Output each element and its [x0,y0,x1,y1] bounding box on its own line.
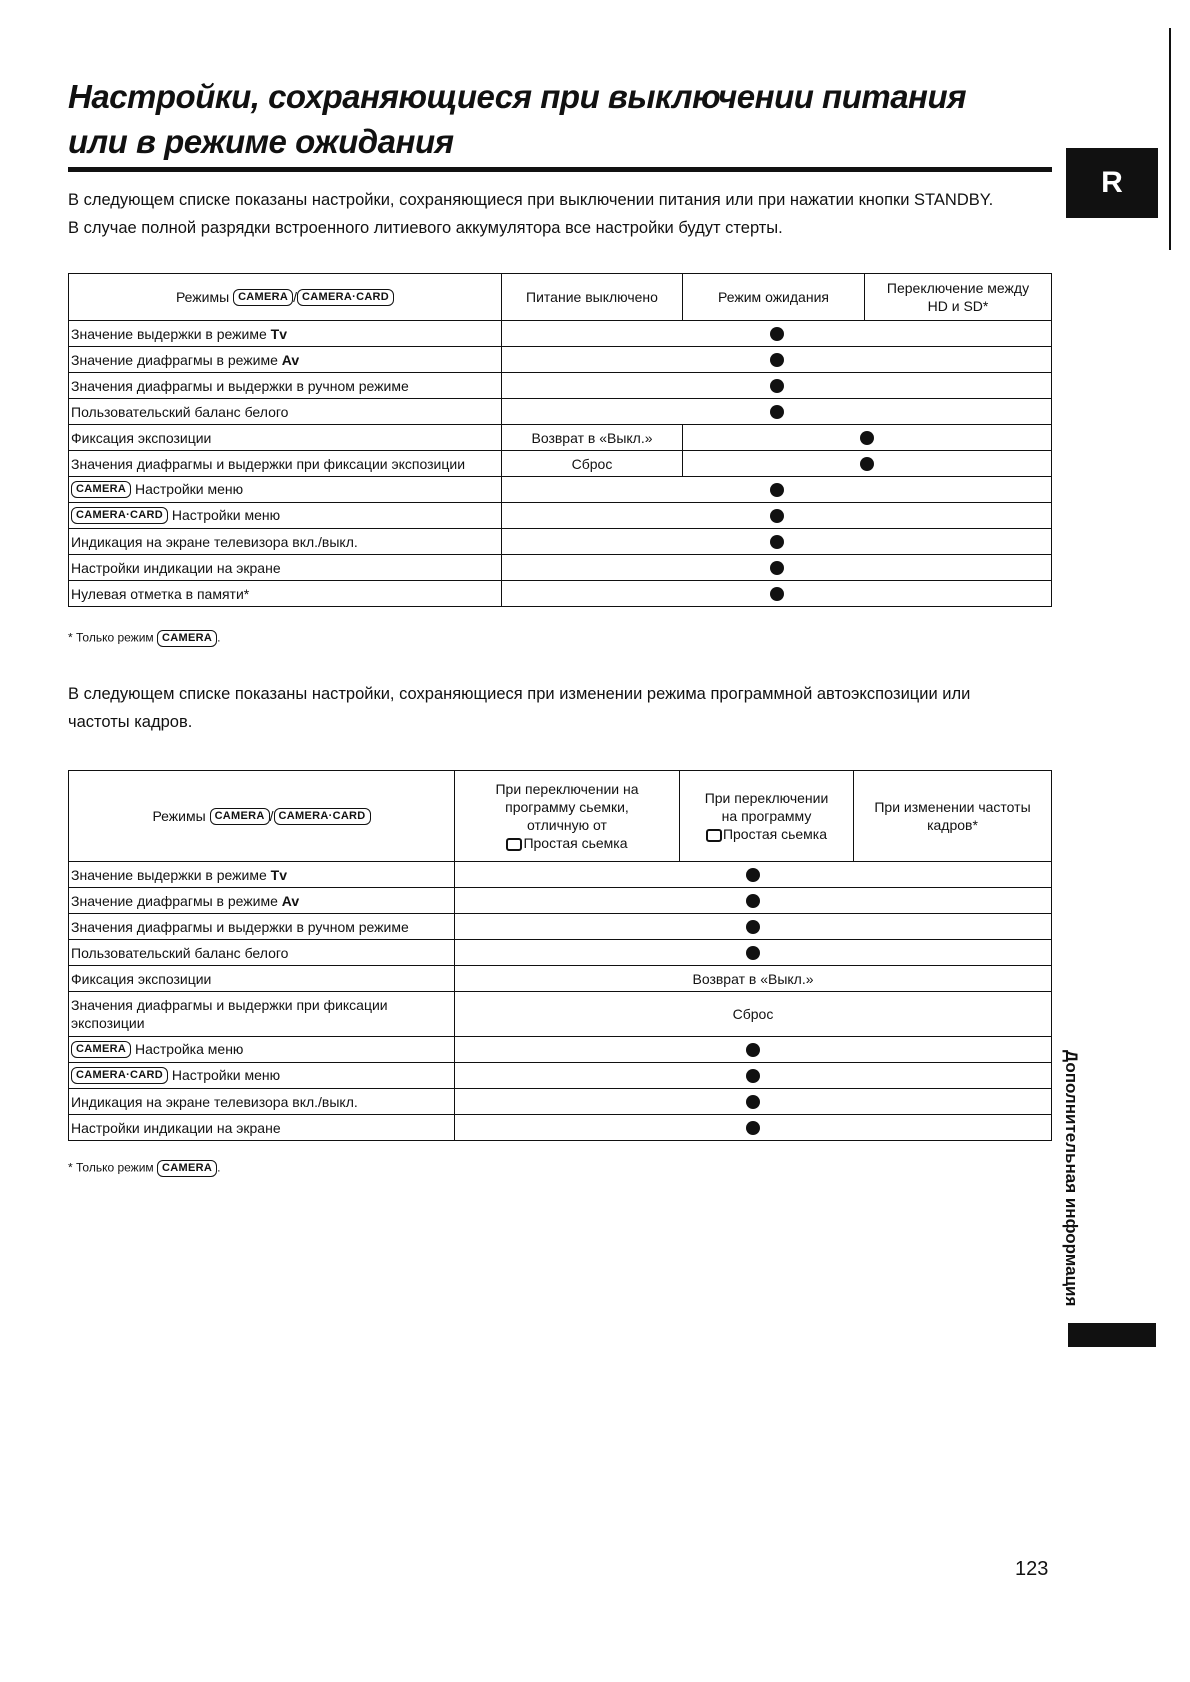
table-2-footnote: * Только режим CAMERA . [68,1160,220,1177]
row-value [502,503,1052,529]
row-label [69,862,455,888]
table-header-row [69,771,1052,862]
modes-header [69,274,502,321]
col-switch-line-1: Переключение между [886,280,1030,296]
table-row [69,425,1052,451]
table-row [69,1063,1052,1089]
row-label: Значения диафрагмы и выдержки в ручном режиме [69,373,502,399]
kept-bullet [770,561,784,575]
col-switch-to-easy-program-header [680,771,854,862]
camera-mode-badge: CAMERA [71,481,131,498]
row-label: Пользовательский баланс белого [69,399,502,425]
kept-bullet [746,920,760,934]
kept-bullet [746,1069,760,1083]
row-label [69,1063,455,1089]
program-ae-settings-table [68,770,1052,1141]
page-number: 123 [1015,1558,1049,1580]
col-switch-line-2: HD и SD* [927,298,989,314]
table-row [69,399,1052,425]
row-label-text: Значение диафрагмы в режиме [71,351,282,368]
row-value [455,914,1052,940]
row-label [69,321,502,347]
row-label-text: Настройки меню [171,506,281,523]
row-label [69,1037,455,1063]
row-label: Индикация на экране телевизора вкл./выкл. [69,529,502,555]
row-label [69,503,502,529]
table-row [69,347,1052,373]
row-value-text: Возврат в «Выкл.» [455,966,1052,992]
table-row [69,1089,1052,1115]
footnote-end: . [217,630,221,645]
kept-bullet [746,868,760,882]
power-off-value: Возврат в «Выкл.» [502,425,683,451]
row-label [69,347,502,373]
row-value [502,477,1052,503]
row-value-text: Сброс [455,992,1052,1037]
intro-paragraph-1 [68,186,1068,242]
row-label: Индикация на экране телевизора вкл./выкл. [69,1089,455,1115]
title-line-2: или в режиме ожидания [68,123,454,160]
row-value [455,888,1052,914]
row-value [683,451,1052,477]
intro-2-line-1: В следующем списке показаны настройки, сохраняющиеся при изменении режима программной автоэкспозиции или [68,685,971,703]
col-switch-to-other-program-header [455,771,680,862]
row-label [69,477,502,503]
modes-label: Режимы [175,288,230,305]
row-label-text: Значение диафрагмы в режиме [71,892,282,909]
camera-card-mode-badge: CAMERA·CARD [71,1067,168,1084]
kept-bullet [770,379,784,393]
kept-bullet [770,327,784,341]
av-abbr: Av [281,892,300,909]
row-label: Пользовательский баланс белого [69,940,455,966]
page-edge-line [1169,28,1171,250]
row-label-text: Настройки меню [171,1066,281,1083]
col-power-off-header: Питание выключено [502,274,683,321]
row-label: Значения диафрагмы и выдержки в ручном режиме [69,914,455,940]
row-value [455,862,1052,888]
table-row [69,1115,1052,1141]
modes-header [69,771,455,862]
kept-bullet [860,457,874,471]
intro-1-line-2: В случае полной разрядки встроенного литиевого аккумулятора все настройки будут стерты. [68,219,783,237]
side-section-label: Дополнительная информация [1062,1050,1081,1307]
table-row [69,862,1052,888]
power-off-settings-table [68,273,1052,607]
table-row [69,888,1052,914]
table-row [69,321,1052,347]
row-label: Значения диафрагмы и выдержки при фиксации экспозиции [69,992,455,1037]
row-value [455,1063,1052,1089]
col1-line-4: Простая сьемка [523,835,628,851]
col-frame-rate-change-header [854,771,1052,862]
table-row [69,503,1052,529]
camera-card-mode-badge: CAMERA·CARD [71,507,168,524]
kept-bullet [860,431,874,445]
tv-abbr: Tv [270,325,287,342]
footnote-end: . [217,1160,221,1175]
table-row [69,451,1052,477]
row-label-text: Настройка меню [134,1040,244,1057]
slash: / [269,807,274,824]
table-row [69,373,1052,399]
row-value [455,1115,1052,1141]
slash: / [293,288,298,305]
kept-bullet [770,509,784,523]
row-value [502,373,1052,399]
title-line-1: Настройки, сохраняющиеся при выключении питания [68,78,967,115]
footnote-text: Только режим [76,630,154,645]
camera-card-mode-badge: CAMERA·CARD [297,289,394,306]
table-row [69,555,1052,581]
kept-bullet [770,353,784,367]
row-value [455,940,1052,966]
col2-line-1: При переключении [704,790,829,806]
modes-label: Режимы [152,807,206,824]
table-row [69,914,1052,940]
row-label: Фиксация экспозиции [69,966,455,992]
row-value [455,1089,1052,1115]
intro-1-line-1: В следующем списке показаны настройки, сохраняющиеся при выключении питания или при нажатии кнопки STANDBY. [68,191,994,209]
row-label-text: Значение выдержки в режиме [71,866,271,883]
intro-paragraph-2 [68,680,1058,736]
row-label [69,888,455,914]
col1-line-2: программу сьемки, [505,799,629,815]
row-value [502,321,1052,347]
tv-abbr: Tv [270,866,287,883]
col-standby-header: Режим ожидания [683,274,865,321]
row-label: Настройки индикации на экране [69,555,502,581]
row-value [683,425,1052,451]
row-value [455,1037,1052,1063]
table-row [69,529,1052,555]
title-rule [68,167,1052,172]
section-tab-r: R [1066,148,1158,218]
camera-card-mode-badge: CAMERA·CARD [274,808,371,825]
side-section-bar [1068,1323,1156,1347]
table-header-row [69,274,1052,321]
col-hd-sd-switch-header [865,274,1052,321]
col1-line-1: При переключении на [495,781,639,797]
easy-recording-icon [506,838,522,851]
kept-bullet [770,587,784,601]
row-value [502,347,1052,373]
row-value [502,581,1052,607]
camera-mode-badge: CAMERA [210,808,270,825]
kept-bullet [770,483,784,497]
kept-bullet [746,946,760,960]
col3-line-1: При изменении частоты [874,799,1031,815]
row-label: Нулевая отметка в памяти* [69,581,502,607]
table-row [69,966,1052,992]
intro-2-line-2: частоты кадров. [68,713,193,731]
col2-line-2: на программу [721,808,812,824]
row-label-text: Значение выдержки в режиме [71,325,271,342]
row-label-text: Настройки меню [134,480,244,497]
table-row [69,581,1052,607]
kept-bullet [746,1043,760,1057]
col2-line-3: Простая сьемка [722,826,828,842]
camera-mode-badge: CAMERA [233,289,293,306]
av-abbr: Av [281,351,300,368]
footnote-text: Только режим [76,1160,154,1175]
table-row [69,992,1052,1037]
table-row [69,1037,1052,1063]
power-off-value: Сброс [502,451,683,477]
camera-mode-badge: CAMERA [157,630,217,647]
row-label: Фиксация экспозиции [69,425,502,451]
camera-mode-badge: CAMERA [157,1160,217,1177]
page-title [68,74,968,164]
col1-line-3: отличную от [527,817,607,833]
table-row [69,940,1052,966]
kept-bullet [770,405,784,419]
table-row [69,477,1052,503]
row-value [502,555,1052,581]
camera-mode-badge: CAMERA [71,1041,131,1058]
col3-line-2: кадров* [927,817,978,833]
row-value [502,399,1052,425]
row-label: Значения диафрагмы и выдержки при фиксации экспозиции [69,451,502,477]
row-value [502,529,1052,555]
table-1-footnote: * Только режим CAMERA . [68,630,220,647]
easy-recording-icon [706,829,722,842]
kept-bullet [746,1095,760,1109]
kept-bullet [746,894,760,908]
row-label: Настройки индикации на экране [69,1115,455,1141]
kept-bullet [770,535,784,549]
kept-bullet [746,1121,760,1135]
